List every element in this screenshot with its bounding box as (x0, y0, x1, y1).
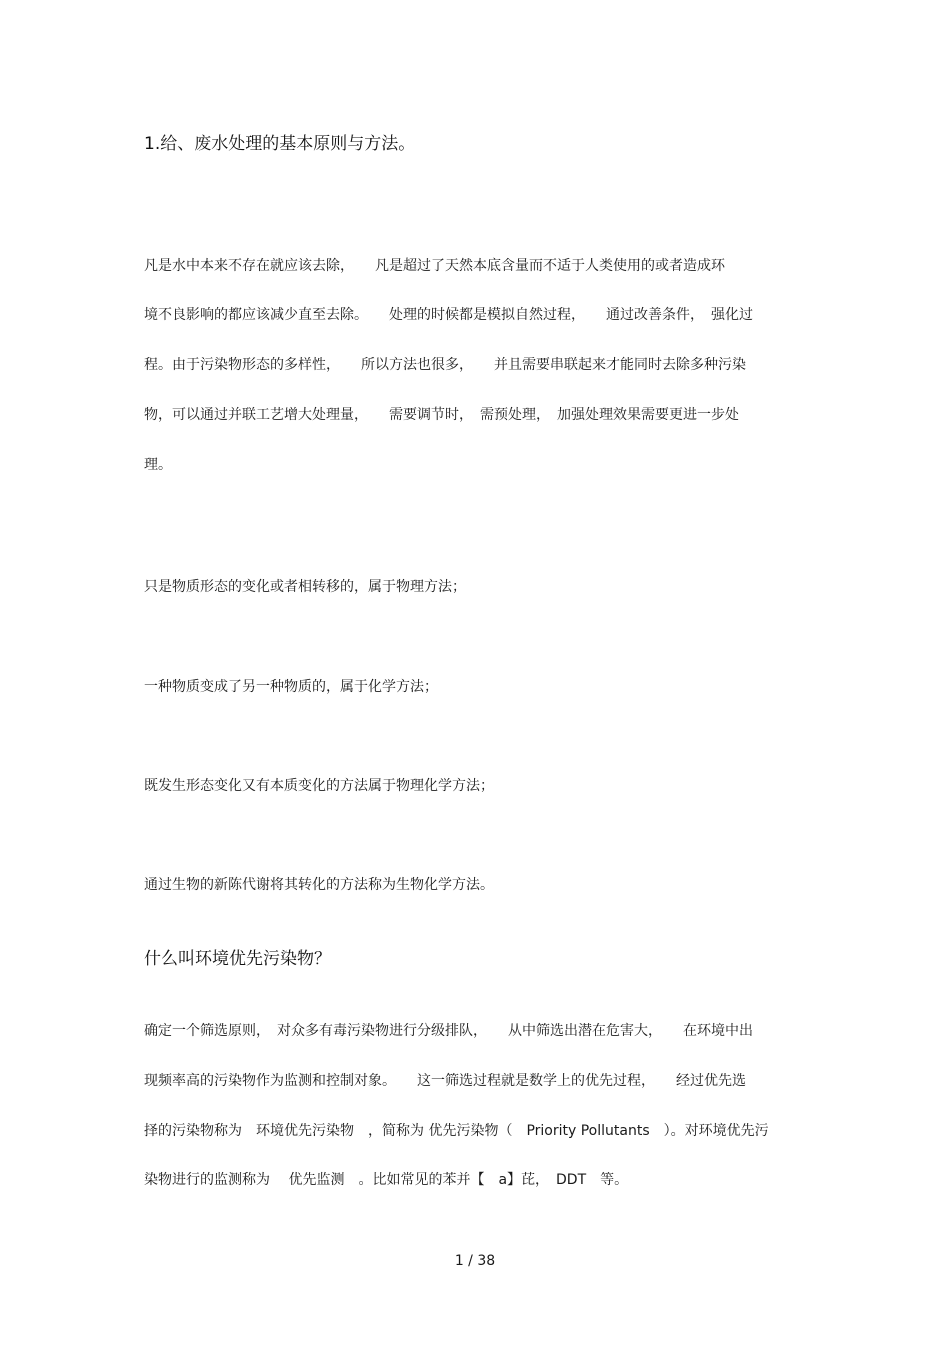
paragraph-line: 理。 (144, 457, 172, 473)
paragraph-line: 确定一个筛选原则， 对众多有毒污染物进行分级排队， 从中筛选出潜在危害大， 在环境中出 (144, 1023, 753, 1039)
paragraph-line: 凡是水中本来不存在就应该去除， 凡是超过了天然本底含量而不适于人类使用的或者造成环 (144, 258, 725, 274)
section-heading-priority-pollutants: 什么叫环境优先污染物？ (144, 949, 331, 969)
method-physical: 只是物质形态的变化或者相转移的，属于物理方法； (144, 579, 466, 595)
page-number: 1 / 38 (454, 1253, 496, 1269)
paragraph-line: 现频率高的污染物作为监测和控制对象。 这一筛选过程就是数学上的优先过程， 经过优先选 (144, 1073, 746, 1089)
section-heading-treatment-principles: 1.给、废水处理的基本原则与方法。 (144, 134, 416, 154)
paragraph-line: 物，可以通过并联工艺增大处理量， 需要调节时， 需预处理， 加强处理效果需要更进一步处 (144, 407, 739, 423)
method-biochemical: 通过生物的新陈代谢将其转化的方法称为生物化学方法。 (144, 877, 494, 893)
method-chemical: 一种物质变成了另一种物质的，属于化学方法； (144, 679, 438, 695)
paragraph-line: 择的污染物称为 环境优先污染物 ，简称为 优先污染物（ Priority Pollutants ）。对环境优先污 (144, 1123, 769, 1139)
paragraph-line: 程。由于污染物形态的多样性， 所以方法也很多， 并且需要串联起来才能同时去除多种污染 (144, 357, 746, 373)
paragraph-line: 境不良影响的都应该减少直至去除。 处理的时候都是模拟自然过程， 通过改善条件， 强化过 (144, 307, 753, 323)
paragraph-line: 染物进行的监测称为 优先监测 。比如常见的苯并【 a】芘， DDT 等。 (144, 1172, 629, 1188)
method-physicochemical: 既发生形态变化又有本质变化的方法属于物理化学方法； (144, 778, 494, 794)
